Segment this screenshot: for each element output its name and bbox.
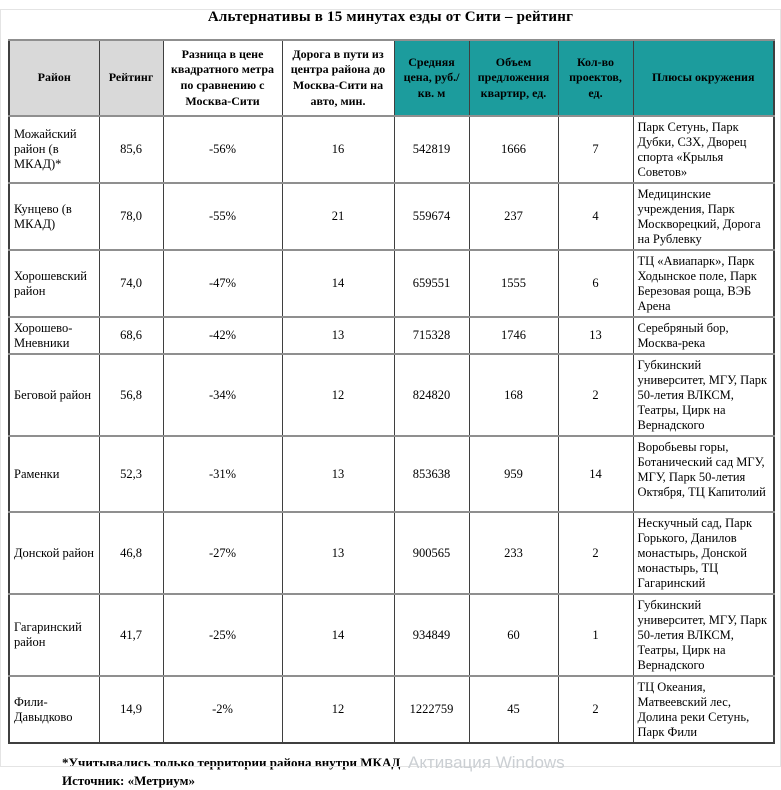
table-row bbox=[9, 250, 774, 317]
projects-count-cell: 13 bbox=[558, 317, 633, 354]
district-cell: Раменки bbox=[9, 436, 99, 512]
rating-cell: 52,3 bbox=[99, 436, 163, 512]
drive-time-cell: 13 bbox=[282, 512, 394, 594]
drive-time-cell: 13 bbox=[282, 436, 394, 512]
drive-time-cell: 21 bbox=[282, 183, 394, 250]
column-header: Дорога в пути из центра района до Москва-Сити на авто, мин. bbox=[282, 40, 394, 116]
district-cell: Хорошевский район bbox=[9, 250, 99, 317]
projects-count-cell: 2 bbox=[558, 354, 633, 436]
footnote-source: Источник: «Метриум» bbox=[62, 773, 195, 789]
drive-time-cell: 12 bbox=[282, 354, 394, 436]
column-header: Объем предложения квартир, ед. bbox=[469, 40, 558, 116]
district-cell: Фили-Давыдково bbox=[9, 676, 99, 743]
surroundings-cell: ТЦ Океания, Матвеевский лес, Долина реки Сетунь, Парк Фили bbox=[633, 676, 774, 743]
price-diff-cell: -55% bbox=[163, 183, 282, 250]
supply-volume-cell: 237 bbox=[469, 183, 558, 250]
surroundings-cell: Губкинский университет, МГУ, Парк 50-летия ВЛКСМ, Театры, Цирк на Вернадского bbox=[633, 354, 774, 436]
rating-cell: 46,8 bbox=[99, 512, 163, 594]
table-row bbox=[9, 676, 774, 743]
supply-volume-cell: 1746 bbox=[469, 317, 558, 354]
column-header: Разница в цене квадратного метра по сравнению с Москва-Сити bbox=[163, 40, 282, 116]
avg-price-cell: 659551 bbox=[394, 250, 469, 317]
price-diff-cell: -2% bbox=[163, 676, 282, 743]
drive-time-cell: 14 bbox=[282, 594, 394, 676]
windows-activation-watermark: Активация Windows bbox=[408, 753, 565, 772]
projects-count-cell: 1 bbox=[558, 594, 633, 676]
table-row bbox=[9, 354, 774, 436]
district-cell: Можайский район (в МКАД)* bbox=[9, 116, 99, 183]
avg-price-cell: 934849 bbox=[394, 594, 469, 676]
table-row bbox=[9, 183, 774, 250]
price-diff-cell: -47% bbox=[163, 250, 282, 317]
avg-price-cell: 715328 bbox=[394, 317, 469, 354]
district-cell: Беговой район bbox=[9, 354, 99, 436]
column-header: Кол-во проектов, ед. bbox=[558, 40, 633, 116]
column-header: Район bbox=[9, 40, 99, 116]
supply-volume-cell: 233 bbox=[469, 512, 558, 594]
drive-time-cell: 16 bbox=[282, 116, 394, 183]
surroundings-cell: Нескучный сад, Парк Горького, Данилов монастырь, Донской монастырь, ТЦ Гагаринский bbox=[633, 512, 774, 594]
district-cell: Хорошево-Мневники bbox=[9, 317, 99, 354]
avg-price-cell: 824820 bbox=[394, 354, 469, 436]
surroundings-cell: Воробьевы горы, Ботанический сад МГУ, МГУ, Парк 50-летия Октября, ТЦ Капитолий bbox=[633, 436, 774, 512]
supply-volume-cell: 1555 bbox=[469, 250, 558, 317]
surroundings-cell: Серебряный бор, Москва-река bbox=[633, 317, 774, 354]
projects-count-cell: 2 bbox=[558, 512, 633, 594]
price-diff-cell: -27% bbox=[163, 512, 282, 594]
rating-cell: 78,0 bbox=[99, 183, 163, 250]
price-diff-cell: -25% bbox=[163, 594, 282, 676]
rating-cell: 41,7 bbox=[99, 594, 163, 676]
surroundings-cell: Парк Сетунь, Парк Дубки, СЗХ, Дворец спорта «Крылья Советов» bbox=[633, 116, 774, 183]
avg-price-cell: 542819 bbox=[394, 116, 469, 183]
surroundings-cell: ТЦ «Авиапарк», Парк Ходынское поле, Парк Березовая роща, ВЭБ Арена bbox=[633, 250, 774, 317]
price-diff-cell: -31% bbox=[163, 436, 282, 512]
table-row bbox=[9, 512, 774, 594]
rating-cell: 56,8 bbox=[99, 354, 163, 436]
projects-count-cell: 7 bbox=[558, 116, 633, 183]
projects-count-cell: 4 bbox=[558, 183, 633, 250]
footnote-mkad: *Учитывались только территории района внутри МКАД bbox=[62, 755, 401, 770]
surroundings-cell: Медицинские учреждения, Парк Москворецкий, Дорога на Рублевку bbox=[633, 183, 774, 250]
drive-time-cell: 13 bbox=[282, 317, 394, 354]
district-cell: Донской район bbox=[9, 512, 99, 594]
price-diff-cell: -34% bbox=[163, 354, 282, 436]
rating-cell: 68,6 bbox=[99, 317, 163, 354]
drive-time-cell: 14 bbox=[282, 250, 394, 317]
avg-price-cell: 900565 bbox=[394, 512, 469, 594]
table-row bbox=[9, 594, 774, 676]
rating-cell: 85,6 bbox=[99, 116, 163, 183]
rating-cell: 14,9 bbox=[99, 676, 163, 743]
supply-volume-cell: 1666 bbox=[469, 116, 558, 183]
districts-rating-table bbox=[8, 39, 775, 744]
price-diff-cell: -56% bbox=[163, 116, 282, 183]
district-cell: Кунцево (в МКАД) bbox=[9, 183, 99, 250]
district-cell: Гагаринский район bbox=[9, 594, 99, 676]
table-row bbox=[9, 436, 774, 512]
surroundings-cell: Губкинский университет, МГУ, Парк 50-летия ВЛКСМ, Театры, Цирк на Вернадского bbox=[633, 594, 774, 676]
avg-price-cell: 559674 bbox=[394, 183, 469, 250]
supply-volume-cell: 959 bbox=[469, 436, 558, 512]
table-row bbox=[9, 116, 774, 183]
drive-time-cell: 12 bbox=[282, 676, 394, 743]
avg-price-cell: 1222759 bbox=[394, 676, 469, 743]
projects-count-cell: 14 bbox=[558, 436, 633, 512]
column-header: Средняя цена, руб./кв. м bbox=[394, 40, 469, 116]
table-row bbox=[9, 317, 774, 354]
avg-price-cell: 853638 bbox=[394, 436, 469, 512]
column-header: Плюсы окружения bbox=[633, 40, 774, 116]
rating-cell: 74,0 bbox=[99, 250, 163, 317]
supply-volume-cell: 60 bbox=[469, 594, 558, 676]
projects-count-cell: 6 bbox=[558, 250, 633, 317]
supply-volume-cell: 45 bbox=[469, 676, 558, 743]
supply-volume-cell: 168 bbox=[469, 354, 558, 436]
price-diff-cell: -42% bbox=[163, 317, 282, 354]
table-body bbox=[9, 116, 774, 743]
column-header: Рейтинг bbox=[99, 40, 163, 116]
projects-count-cell: 2 bbox=[558, 676, 633, 743]
table-header-row bbox=[9, 40, 774, 116]
page-title: Альтернативы в 15 минутах езды от Сити – рейтинг bbox=[207, 9, 574, 25]
